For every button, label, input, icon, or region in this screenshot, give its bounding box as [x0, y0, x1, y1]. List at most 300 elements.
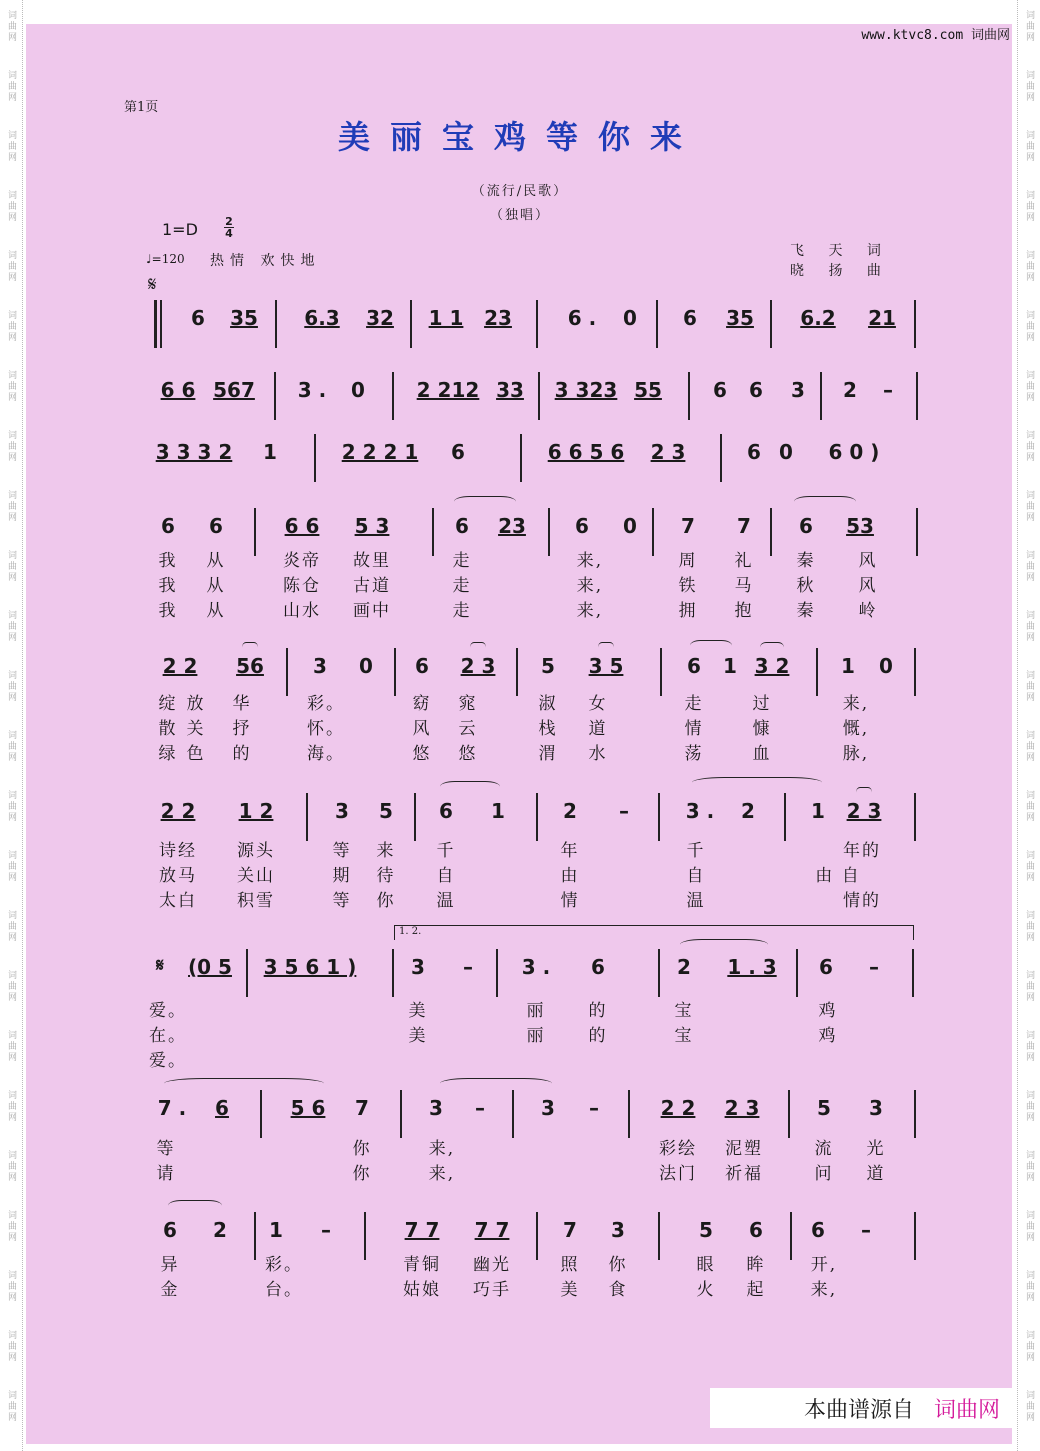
- note: 1: [811, 799, 825, 823]
- lyricist-credit: 飞 天 词: [790, 243, 891, 259]
- site-url[interactable]: www.ktvc8.com: [861, 28, 964, 43]
- lyric-word: 道: [866, 1164, 886, 1184]
- lyric-word: 来,: [576, 601, 604, 621]
- slur: [454, 496, 516, 507]
- note: 1: [723, 654, 737, 678]
- lyric-word: 窕: [458, 694, 478, 714]
- note: 6: [683, 306, 697, 330]
- barline: [720, 434, 722, 482]
- note: 1: [263, 440, 277, 464]
- lyric-word: 走: [452, 576, 472, 596]
- footer-brand-link[interactable]: 词曲网: [933, 1397, 1000, 1423]
- lyric-word: 风: [858, 576, 878, 596]
- note: 3 2: [754, 654, 790, 678]
- barline: [512, 1090, 514, 1138]
- lyrics-line: [150, 861, 920, 886]
- note: 2: [741, 799, 755, 823]
- barline: [160, 300, 162, 348]
- lyric-word: 悠: [412, 744, 432, 764]
- lyric-word: 泥塑: [725, 1139, 763, 1159]
- lyric-word: 关: [186, 719, 206, 739]
- key-signature: 1=D: [162, 220, 198, 239]
- barline: [246, 949, 248, 997]
- lyric-word: 画中: [353, 601, 391, 621]
- note: 3: [335, 799, 349, 823]
- watermark-text: 词曲网: [6, 1390, 16, 1423]
- watermark-text: 词曲网: [1024, 10, 1034, 43]
- lyric-word: 宝: [674, 1026, 694, 1046]
- note: 0: [779, 440, 793, 464]
- lyric-word: 走: [452, 551, 472, 571]
- note: 0: [879, 654, 893, 678]
- score-row: [150, 955, 920, 995]
- lyric-word: 道: [588, 719, 608, 739]
- watermark-text: 词曲网: [1024, 310, 1034, 343]
- watermark-text: 词曲网: [1024, 670, 1034, 703]
- lyric-word: 来,: [576, 551, 604, 571]
- note: 7: [737, 514, 751, 538]
- lyric-word: 你: [608, 1255, 628, 1275]
- note: –: [321, 1218, 331, 1242]
- lyric-word: 脉,: [842, 744, 870, 764]
- lyric-word: 放: [186, 694, 206, 714]
- lyric-word: 你: [352, 1164, 372, 1184]
- note: 0: [623, 514, 637, 538]
- lyric-word: 鸡: [818, 1001, 838, 1021]
- watermark-text: 词曲网: [6, 1150, 16, 1183]
- barline: [306, 793, 308, 841]
- lyric-word: 你: [352, 1139, 372, 1159]
- lyrics-line: [149, 996, 920, 1021]
- lyric-word: 自: [436, 866, 456, 886]
- lyric-word: 故里: [353, 551, 391, 571]
- note: 2 3: [846, 799, 882, 823]
- slur: [168, 1200, 222, 1211]
- note: 7: [355, 1096, 369, 1120]
- watermark-text: 词曲网: [6, 70, 16, 103]
- slur: [794, 496, 856, 507]
- lyric-word: 秦: [796, 551, 816, 571]
- lyric-word: 情: [684, 719, 704, 739]
- note: 6: [747, 440, 761, 464]
- score-row: [150, 1096, 920, 1136]
- lyric-word: 爱。: [149, 1001, 187, 1021]
- lyric-word: 窈: [412, 694, 432, 714]
- lyric-word: 由 自: [815, 866, 861, 886]
- lyric-word: 慷: [752, 719, 772, 739]
- note: 3: [869, 1096, 883, 1120]
- lyric-word: 温: [436, 891, 456, 911]
- note: 6 .: [567, 306, 597, 330]
- lyrics-line: [149, 1021, 920, 1046]
- page-number: 第1页: [124, 100, 159, 115]
- note: 3 5: [588, 654, 624, 678]
- slur: [690, 640, 732, 651]
- lyrics-line: [150, 886, 920, 911]
- note: 2 2: [160, 799, 196, 823]
- site-name[interactable]: 词曲网: [970, 28, 1010, 43]
- lyric-word: 美: [408, 1026, 428, 1046]
- barline: [796, 949, 798, 997]
- lyric-word: 过: [752, 694, 772, 714]
- note: 6 6 5 6: [547, 440, 625, 464]
- lyric-word: 来,: [810, 1280, 838, 1300]
- source-footer[interactable]: [710, 1388, 1014, 1428]
- note: 32: [366, 306, 394, 330]
- watermark-text: 词曲网: [6, 430, 16, 463]
- note: 6: [439, 799, 453, 823]
- watermark-text: 词曲网: [6, 1330, 16, 1363]
- slur: [470, 642, 486, 653]
- score-row: [150, 654, 920, 694]
- lyric-word: 的: [588, 1026, 608, 1046]
- lyric-word: 来,: [428, 1139, 456, 1159]
- lyric-word: 从: [206, 576, 226, 596]
- watermark-text: 词曲网: [6, 610, 16, 643]
- watermark-text: 词曲网: [1024, 610, 1034, 643]
- lyric-word: 积雪: [237, 891, 275, 911]
- note: 6 6: [284, 514, 320, 538]
- barline: [536, 793, 538, 841]
- lyric-word: 来,: [428, 1164, 456, 1184]
- lyric-word: 血: [752, 744, 772, 764]
- note: –: [475, 1096, 485, 1120]
- lyric-word: 火: [696, 1280, 716, 1300]
- note: 6: [811, 1218, 825, 1242]
- note: 6: [575, 514, 589, 538]
- lyric-word: 悠: [458, 744, 478, 764]
- lyric-word: 走: [684, 694, 704, 714]
- barline: [260, 1090, 262, 1138]
- note: –: [861, 1218, 871, 1242]
- lyric-word: 温: [686, 891, 706, 911]
- watermark-text: 词曲网: [1024, 250, 1034, 283]
- lyric-word: 美: [408, 1001, 428, 1021]
- watermark-text: 词曲网: [1024, 790, 1034, 823]
- lyric-word: 秦: [796, 601, 816, 621]
- note: 7: [563, 1218, 577, 1242]
- note: 5: [541, 654, 555, 678]
- lyrics-line: [150, 714, 920, 739]
- lyric-word: 炎帝: [283, 551, 321, 571]
- note: 1: [269, 1218, 283, 1242]
- note: 33: [496, 378, 524, 402]
- lyric-word: 情: [560, 891, 580, 911]
- mood-marking: 热情 欢快地: [210, 253, 321, 269]
- lyric-word: 从: [206, 601, 226, 621]
- watermark-text: 词曲网: [6, 490, 16, 523]
- barline: [414, 793, 416, 841]
- barline: [914, 1090, 916, 1138]
- note: 3 .: [297, 378, 327, 402]
- lyric-word: 在。: [149, 1026, 187, 1046]
- lyric-word: 海。: [307, 744, 345, 764]
- lyric-word: 千: [686, 841, 706, 861]
- note: 6: [749, 1218, 763, 1242]
- watermark-text: 词曲网: [1024, 430, 1034, 463]
- watermark-text: 词曲网: [1024, 130, 1034, 163]
- lyric-word: 丽: [526, 1026, 546, 1046]
- note: 1 1: [428, 306, 464, 330]
- lyric-word: 爱。: [149, 1051, 187, 1071]
- note: 2 3: [724, 1096, 760, 1120]
- lyric-word: 眼: [696, 1255, 716, 1275]
- note: 2 2: [162, 654, 198, 678]
- lyric-word: 你: [376, 891, 396, 911]
- barline: [916, 372, 918, 420]
- note: 6: [687, 654, 701, 678]
- lyric-word: 姑娘: [403, 1280, 441, 1300]
- barline: [275, 300, 277, 348]
- note: –: [869, 955, 879, 979]
- lyric-word: 彩。: [265, 1255, 303, 1275]
- tempo-marking: ♩=120: [146, 252, 185, 266]
- lyric-word: 栈: [538, 719, 558, 739]
- lyrics-line: [150, 596, 920, 621]
- note: 55: [634, 378, 662, 402]
- note: 35: [726, 306, 754, 330]
- lyric-word: 古道: [353, 576, 391, 596]
- note: 7 .: [157, 1096, 187, 1120]
- lyric-word: 散: [158, 719, 178, 739]
- note: 3: [611, 1218, 625, 1242]
- lyric-word: 等: [156, 1139, 176, 1159]
- note: 6: [799, 514, 813, 538]
- barline: [400, 1090, 402, 1138]
- note: 3: [411, 955, 425, 979]
- watermark-text: 词曲网: [1024, 1270, 1034, 1303]
- lyric-word: 开,: [810, 1255, 838, 1275]
- lyric-word: 来: [376, 841, 396, 861]
- lyric-word: 水: [588, 744, 608, 764]
- watermark-text: 词曲网: [6, 670, 16, 703]
- note: 6: [191, 306, 205, 330]
- watermark-text: 词曲网: [6, 1030, 16, 1063]
- lyric-word: 鸡: [818, 1026, 838, 1046]
- lyric-word: 自: [686, 866, 706, 886]
- note: –: [589, 1096, 599, 1120]
- song-genre: （流行/民歌）: [471, 184, 569, 199]
- barline: [314, 434, 316, 482]
- lyric-word: 照: [560, 1255, 580, 1275]
- time-signature: [224, 216, 234, 239]
- lyrics-line: [150, 1275, 920, 1300]
- volta-label: 1. 2.: [399, 926, 422, 937]
- note: 0: [351, 378, 365, 402]
- lyric-word: 铁: [678, 576, 698, 596]
- lyric-word: 流: [814, 1139, 834, 1159]
- barline: [788, 1090, 790, 1138]
- note: 3 .: [521, 955, 551, 979]
- lyric-word: 待: [376, 866, 396, 886]
- watermark-text: 词曲网: [6, 370, 16, 403]
- song-performance: （独唱）: [489, 208, 550, 223]
- note: 5 3: [354, 514, 390, 538]
- watermark-text: 词曲网: [6, 130, 16, 163]
- note: 3: [541, 1096, 555, 1120]
- lyric-word: 年: [560, 841, 580, 861]
- lyric-word: 由: [560, 866, 580, 886]
- note: 6 0 ): [828, 440, 880, 464]
- lyric-word: 丽: [526, 1001, 546, 1021]
- barline: [656, 300, 658, 348]
- watermark-text: 词曲网: [1024, 1030, 1034, 1063]
- lyric-word: 法门: [659, 1164, 697, 1184]
- lyric-word: 幽光: [473, 1255, 511, 1275]
- note: 5: [817, 1096, 831, 1120]
- lyric-word: 巧手: [473, 1280, 511, 1300]
- watermark-text: 词曲网: [1024, 910, 1034, 943]
- lyric-word: 绽: [158, 694, 178, 714]
- barline: [914, 300, 916, 348]
- slur: [242, 642, 258, 653]
- lyric-word: 食: [608, 1280, 628, 1300]
- lyrics-line: [150, 1250, 920, 1275]
- barline: [538, 372, 540, 420]
- lyric-word: 荡: [684, 744, 704, 764]
- watermark-text: 词曲网: [6, 250, 16, 283]
- lyric-word: 风: [858, 551, 878, 571]
- source-text: 本曲谱源自: [803, 1397, 914, 1423]
- note: –: [619, 799, 629, 823]
- note: 2 3: [460, 654, 496, 678]
- barline: [410, 300, 412, 348]
- lyric-word: 彩绘: [659, 1139, 697, 1159]
- lyric-word: 异: [160, 1255, 180, 1275]
- watermark-text: 词曲网: [1024, 850, 1034, 883]
- note: 6: [591, 955, 605, 979]
- note: 6: [415, 654, 429, 678]
- watermark-text: 词曲网: [6, 730, 16, 763]
- lyric-word: 周: [678, 551, 698, 571]
- note: (0 5: [188, 955, 232, 979]
- note: 6: [163, 1218, 177, 1242]
- note: 5 6: [290, 1096, 326, 1120]
- barline: [784, 793, 786, 841]
- lyrics-line: [149, 1046, 920, 1071]
- watermark-text: 词曲网: [6, 1210, 16, 1243]
- barline: [912, 949, 914, 997]
- lyric-word: 祈福: [725, 1164, 763, 1184]
- note: 5: [379, 799, 393, 823]
- note: 6: [455, 514, 469, 538]
- lyric-word: 岭: [858, 601, 878, 621]
- barline: [770, 300, 772, 348]
- lyric-word: 等: [332, 841, 352, 861]
- lyric-word: 宝: [674, 1001, 694, 1021]
- watermark-text: 词曲网: [1024, 1330, 1034, 1363]
- lyric-word: 陈仓: [283, 576, 321, 596]
- barline: [392, 372, 394, 420]
- lyric-word: 台。: [265, 1280, 303, 1300]
- barline: [496, 949, 498, 997]
- note: 1: [841, 654, 855, 678]
- lyric-word: 放马: [159, 866, 197, 886]
- note: 53: [846, 514, 874, 538]
- song-title: 美丽宝鸡等你来: [337, 118, 702, 156]
- note: 2 3: [650, 440, 686, 464]
- watermark-text: 词曲网: [6, 310, 16, 343]
- volta-bracket: [394, 925, 914, 940]
- lyrics-line: [150, 739, 920, 764]
- note: 3 5 6 1 ): [263, 955, 357, 979]
- note: 7 7: [474, 1218, 510, 1242]
- note: 3 323: [554, 378, 618, 402]
- watermark-text: 词曲网: [1024, 1090, 1034, 1123]
- note: 2 212: [416, 378, 480, 402]
- slur: [760, 642, 784, 653]
- score-row: [150, 799, 920, 839]
- watermark-text: 词曲网: [6, 790, 16, 823]
- lyric-word: 问: [814, 1164, 834, 1184]
- slur: [856, 787, 872, 798]
- watermark-text: 词曲网: [6, 850, 16, 883]
- score-row: [150, 440, 920, 480]
- slur: [440, 1078, 552, 1089]
- barline: [520, 434, 522, 482]
- barline: [628, 1090, 630, 1138]
- watermark-text: 词曲网: [6, 10, 16, 43]
- lyric-word: 情的: [843, 891, 881, 911]
- lyric-word: 的: [232, 744, 252, 764]
- lyric-word: 请: [156, 1164, 176, 1184]
- lyrics-line: [150, 546, 920, 571]
- note: 3: [429, 1096, 443, 1120]
- note: 3 3 3 2: [155, 440, 233, 464]
- lyric-word: 太白: [159, 891, 197, 911]
- barline: [688, 372, 690, 420]
- note: 6: [215, 1096, 229, 1120]
- watermark-text: 词曲网: [1024, 550, 1034, 583]
- lyric-word: 走: [452, 601, 472, 621]
- lyric-word: 金: [160, 1280, 180, 1300]
- lyrics-line: [150, 1134, 920, 1159]
- note: 6: [451, 440, 465, 464]
- note: 0: [359, 654, 373, 678]
- lyric-word: 关山: [237, 866, 275, 886]
- note: 6 6: [160, 378, 196, 402]
- lyric-word: 秋: [796, 576, 816, 596]
- barline: [274, 372, 276, 420]
- note: 6: [713, 378, 727, 402]
- lyric-word: 抱: [734, 601, 754, 621]
- lyric-word: 眸: [746, 1255, 766, 1275]
- note: 56: [236, 654, 264, 678]
- note: 6.3: [304, 306, 340, 330]
- note: 1 . 3: [727, 955, 777, 979]
- watermark-text: 词曲网: [1024, 190, 1034, 223]
- note: –: [463, 955, 473, 979]
- note: 23: [498, 514, 526, 538]
- lyric-word: 来,: [576, 576, 604, 596]
- watermark-text: 词曲网: [6, 550, 16, 583]
- watermark-text: 词曲网: [1024, 70, 1034, 103]
- watermark-text: 词曲网: [6, 1090, 16, 1123]
- note: 6: [209, 514, 223, 538]
- lyric-word: 女: [588, 694, 608, 714]
- note: 1 2: [238, 799, 274, 823]
- note: 2: [213, 1218, 227, 1242]
- repeat-barline: [154, 300, 157, 348]
- note: –: [883, 378, 893, 402]
- barline: [536, 300, 538, 348]
- note: 6.2: [800, 306, 836, 330]
- note: 6: [819, 955, 833, 979]
- note: 567: [213, 378, 255, 402]
- note: 21: [868, 306, 896, 330]
- note: 0: [623, 306, 637, 330]
- site-header[interactable]: [861, 24, 1010, 43]
